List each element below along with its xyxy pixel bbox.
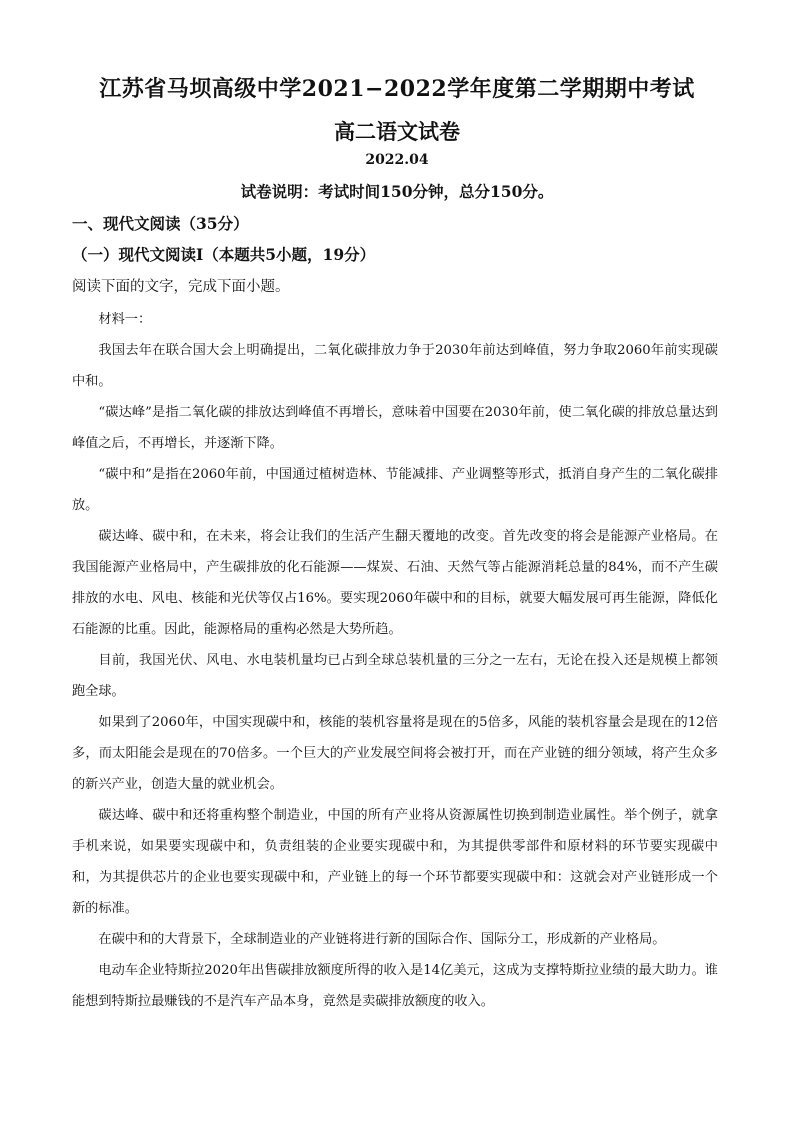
material-text	[72, 304, 718, 1017]
material-paragraph: 我国去年在联合国大会上明确提出，二氧化碳排放力争于2030年前达到峰值，努力争取2060年前实现碳中和。	[72, 343, 718, 389]
exam-title: 江苏省马坝高级中学2021−2022学年度第二学期期中考试	[99, 76, 695, 102]
material-paragraph: 目前，我国光伏、风电、水电装机量均已占到全球总装机量的三分之一左右，无论在投入还是规模上都领跑全球。	[72, 653, 718, 699]
exam-date: 2022.04	[365, 152, 429, 168]
material-paragraph: 电动车企业特斯拉2020年出售碳排放额度所得的收入是14亿美元，这成为支撑特斯拉业绩的最大助力。谁能想到特斯拉最赚钱的不是汽车产品本身，竟然是卖碳排放额度的收入。	[72, 963, 718, 1009]
subsection-heading: （一）现代文阅读Ⅰ（本题共5小题，19分）	[72, 245, 376, 264]
material-paragraph: 碳达峰、碳中和，在未来，将会让我们的生活产生翻天覆地的改变。首先改变的将会是能源产业格局。在我国能源产业格局中，产生碳排放的化石能源——煤炭、石油、天然气等占能源消耗总量的84%，而不产生碳排放的水电、风电、核能和光伏等仅占16%。要实现2060年碳中和的目标，就要大幅发展可再生能源，降低化石能源的比重。因此，能源格局的重构必然是大势所趋。	[72, 529, 718, 637]
exam-instructions: 试卷说明：考试时间150分钟，总分150分。	[240, 182, 554, 201]
material-paragraph: 如果到了2060年，中国实现碳中和，核能的装机容量将是现在的5倍多，风能的装机容量会是现在的12倍多，而太阳能会是现在的70倍多。一个巨大的产业发展空间将会被打开，而在产业链的细分领域，将产生众多的新兴产业，创造大量的就业机会。	[72, 715, 718, 792]
material-paragraph: 在碳中和的大背景下，全球制造业的产业链将进行新的国际合作、国际分工，形成新的产业格局。	[98, 932, 666, 947]
material-label: 材料一：	[98, 312, 152, 327]
reading-instruction: 阅读下面的文字，完成下面小题。	[72, 279, 290, 295]
section-heading: 一、现代文阅读（35分）	[72, 214, 249, 233]
material-paragraph: 碳达峰、碳中和还将重构整个制造业，中国的所有产业将从资源属性切换到制造业属性。举个例子，就拿手机来说，如果要实现碳中和，负责组装的企业要实现碳中和，为其提供零部件和原材料的环节要实现碳中和，为其提供芯片的企业也要实现碳中和，产业链上的每一个环节都要实现碳中和：这就会对产业链形成一个新的标准。	[72, 808, 718, 916]
exam-subtitle: 高二语文试卷	[334, 119, 460, 144]
material-paragraph: “碳中和”是指在2060年前，中国通过植树造林、节能减排、产业调整等形式，抵消自身产生的二氧化碳排放。	[72, 467, 718, 513]
material-paragraph: “碳达峰”是指二氧化碳的排放达到峰值不再增长，意味着中国要在2030年前，使二氧化碳的排放总量达到峰值之后，不再增长，并逐渐下降。	[72, 405, 718, 451]
